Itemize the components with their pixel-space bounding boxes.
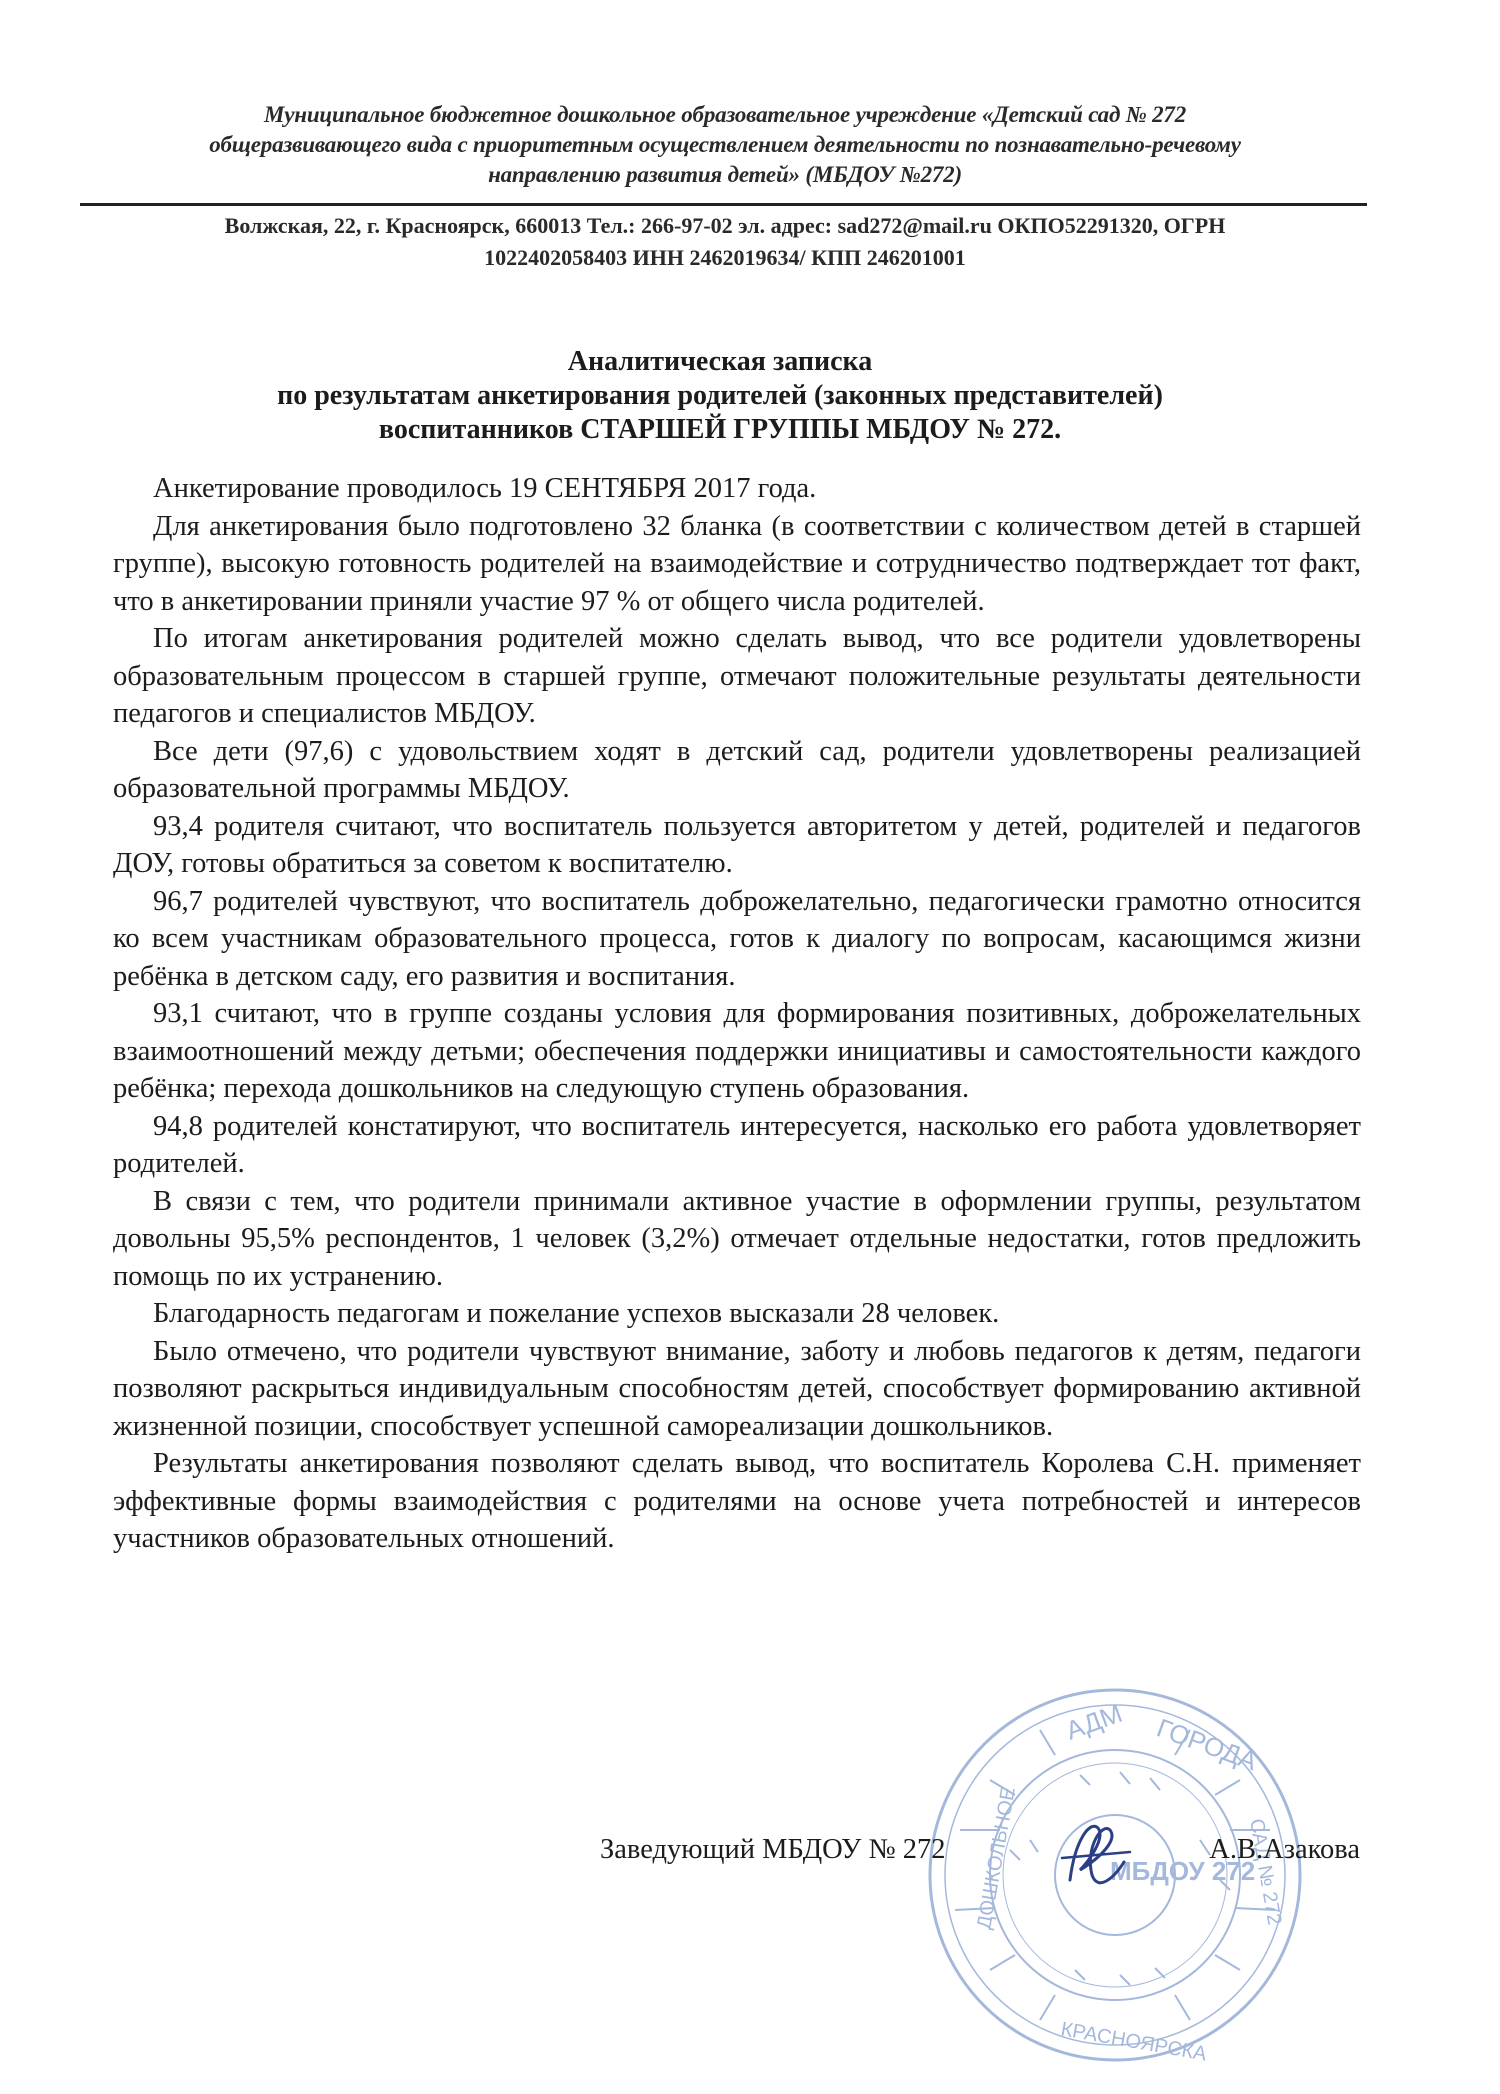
paragraph: Было отмечено, что родители чувствуют внимание, заботу и любовь педагогов к детям, педагоги позволяют раскрыться индивидуальным способностям детей, способствует формированию активной жизненной позиции, способствует успешной самореализации дошкольников. bbox=[113, 1335, 1361, 1442]
title-line-2: по результатам анкетирования родителей (законных представителей) bbox=[277, 380, 1163, 411]
svg-text:ГОРОДА: ГОРОДА bbox=[1152, 1712, 1262, 1777]
paragraph: По итогам анкетирования родителей можно сделать вывод, что все родители удовлетворены образовательным процессом в старшей группе, отмечают положительные результаты деятельности педагогов и специалистов МБДОУ. bbox=[113, 623, 1361, 729]
org-requisites bbox=[80, 210, 1370, 274]
svg-text:ДОШКОЛЬНОЕ: ДОШКОЛЬНОЕ bbox=[973, 1785, 1020, 1931]
title-line-1: Аналитическая записка bbox=[567, 346, 873, 377]
paragraph: 94,8 родителей констатируют, что воспитатель интересуется, насколько его работа удовлетворяет родителей. bbox=[113, 1110, 1361, 1179]
paragraph: Для анкетирования было подготовлено 32 бланка (в соответствии с количеством детей в старшей группе), высокую готовность родителей на взаимодействие и сотрудничество подтверждает тот факт, что в анкетировании приняли участие 97 % от общего числа родителей. bbox=[113, 510, 1361, 617]
requisites-line-2: 1022402058403 ИНН 2462019634/ КПП 246201001 bbox=[484, 245, 966, 270]
signature-block bbox=[600, 1830, 1360, 1874]
paragraph: 93,4 родителя считают, что воспитатель пользуется авторитетом у детей, родителей и педагогов ДОУ, готовы обратиться за советом к воспитателю. bbox=[113, 810, 1361, 879]
document-body bbox=[113, 470, 1361, 1558]
requisites-line-1: Волжская, 22, г. Красноярск, 660013 Тел.: 266-97-02 эл. адрес: sad272@mail.ru ОКПО52291320, ОГРН bbox=[224, 213, 1226, 238]
signatory-position: Заведующий МБДОУ № 272 bbox=[600, 1834, 946, 1865]
letterhead-divider bbox=[80, 203, 1367, 206]
letterhead bbox=[80, 100, 1370, 190]
title-line-3: воспитанников СТАРШЕЙ ГРУППЫ МБДОУ № 272. bbox=[378, 414, 1062, 445]
document-title bbox=[130, 345, 1310, 447]
org-name-line-3: направлению развития детей» (МБДОУ №272) bbox=[488, 162, 962, 187]
paragraph: 96,7 родителей чувствуют, что воспитатель доброжелательно, педагогически грамотно относится ко всем участникам образовательного процесса, готов к диалогу по вопросам, касающимся жизни ребёнка в детском саду, его развития и воспитания. bbox=[113, 885, 1361, 992]
svg-text:КРАСНОЯРСКА: КРАСНОЯРСКА bbox=[1059, 2018, 1209, 2066]
stamp-center-text: МБДОУ 272 bbox=[1110, 1856, 1256, 1886]
org-name-line-2: общеразвивающего вида с приоритетным осуществлением деятельности по познавательно-речевому bbox=[209, 132, 1241, 157]
svg-text:АДМ: АДМ bbox=[1061, 1697, 1127, 1746]
org-name-line-1: Муниципальное бюджетное дошкольное образовательное учреждение «Детский сад № 272 bbox=[263, 102, 1186, 127]
paragraph: Результаты анкетирования позволяют сделать вывод, что воспитатель Королева С.Н. применяет эффективные формы взаимодействия с родителями на основе учета потребностей и интересов участников образовательных отношений. bbox=[113, 1448, 1361, 1554]
paragraph: Все дети (97,6) с удовольствием ходят в детский сад, родители удовлетворены реализацией образовательной программы МБДОУ. bbox=[113, 735, 1361, 804]
paragraph: В связи с тем, что родители принимали активное участие в оформлении группы, результатом довольны 95,5% респондентов, 1 человек (3,2%) отмечает отдельные недостатки, готов предложить помощь по их устранению. bbox=[113, 1185, 1361, 1292]
paragraph: Благодарность педагогам и пожелание успехов высказали 28 человек. bbox=[153, 1298, 1000, 1329]
paragraph: 93,1 считают, что в группе созданы условия для формирования позитивных, доброжелательных взаимоотношений между детьми; обеспечения поддержки инициативы и самостоятельности каждого ребёнка; перехода дошкольников на следующую ступень образования. bbox=[113, 998, 1361, 1104]
paragraph: Анкетирование проводилось 19 СЕНТЯБРЯ 2017 года. bbox=[153, 473, 817, 504]
signatory-name: А.В.Азакова bbox=[1209, 1834, 1360, 1865]
svg-text:САД № 272: САД № 272 bbox=[1245, 1817, 1286, 1927]
